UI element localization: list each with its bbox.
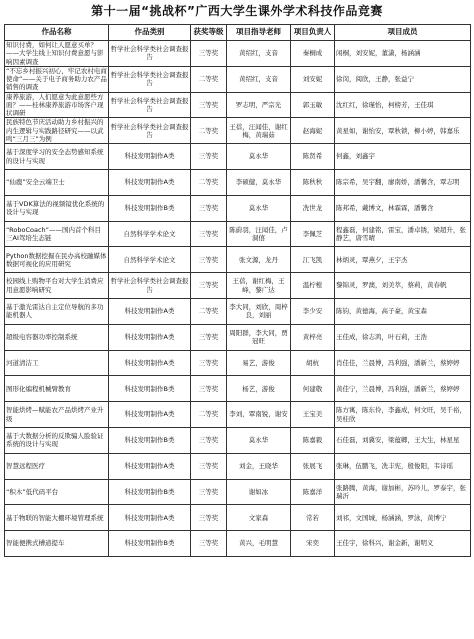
cell-advisor: 莫永华 — [227, 195, 291, 221]
cell-project-name: 基于深度学习的安全态势感知系统的设计与实现 — [5, 144, 109, 170]
cell-advisor: 周阳群，李大同，贾冠旺 — [227, 324, 291, 350]
cell-members: 陈宗希，吴宇翻，廖南娇，潘馨含，覃志明 — [335, 169, 471, 195]
cell-category: 科技发明制作A类 — [109, 298, 191, 324]
cell-advisor: 李大同，刘欣，周梓良，刘丽 — [227, 298, 291, 324]
cell-leader: 冼世龙 — [291, 195, 335, 221]
cell-award-level: 二等奖 — [191, 402, 227, 428]
cell-category: 科技发明制作B类 — [109, 376, 191, 402]
cell-members: 王佳宇，徐科兴，谢金新，谢明义 — [335, 531, 471, 557]
cell-advisor: 李硕健，莫永华 — [227, 169, 291, 195]
cell-project-name: 智慧远程医疗 — [5, 453, 109, 479]
column-header-level: 获奖等级 — [191, 25, 227, 41]
cell-category: 哲学社会科学类社会调查报告 — [109, 118, 191, 144]
cell-leader: 何建敬 — [291, 376, 335, 402]
column-header-name: 作品名称 — [5, 25, 109, 41]
cell-leader: 江飞凯 — [291, 247, 335, 273]
column-header-category: 作品类别 — [109, 25, 191, 41]
cell-members: 张路腾，黄海，谢加彬，苏吟儿，罗泰宇，张瑞沂 — [335, 479, 471, 505]
cell-category: 哲学社会科学类社会调查报告 — [109, 41, 191, 67]
cell-members: 肖佳佳，兰晨博，冯利强，潘新兰，蔡婷婷 — [335, 350, 471, 376]
table-row — [5, 453, 471, 479]
table-row — [5, 350, 471, 376]
cell-award-level: 三等奖 — [191, 531, 227, 557]
table-row — [5, 118, 471, 144]
cell-project-name: 知识付费，如何让人愿意买单？——大学生线上知识付费意愿与影响因素调查 — [5, 41, 109, 67]
cell-project-name: “仙鹿”安全云端卫士 — [5, 169, 109, 195]
table-row — [5, 376, 471, 402]
table-row — [5, 298, 471, 324]
cell-members: 王佳成，徐志鸿，叶石莉，王浩 — [335, 324, 471, 350]
cell-category: 科技发明制作A类 — [109, 324, 191, 350]
cell-project-name: 基于VDK算法的视频镜优化系统的设计与实现 — [5, 195, 109, 221]
cell-category: 科技发明制作B类 — [109, 479, 191, 505]
table-row — [5, 427, 471, 453]
cell-advisor: 易艺，游俊 — [227, 350, 291, 376]
cell-project-name: “不忘乡村振兴初心，牢记农村电商使命”——关于电子商务助力农产品销售的调查 — [6, 66, 107, 92]
table-row — [5, 479, 471, 505]
cell-members: 闲桐，刘安妮，董潇，杨涵涵 — [335, 41, 471, 67]
cell-award-level: 三等奖 — [191, 376, 227, 402]
cell-category: 科技发明制作A类 — [109, 402, 191, 428]
cell-leader: 陈嘉毅 — [291, 427, 335, 453]
cell-leader: 秦桐成 — [291, 41, 335, 67]
cell-category: 科技发明制作A类 — [109, 350, 191, 376]
cell-advisor: 李刘，覃南锐，谢安 — [227, 402, 291, 428]
cell-members: 陈邦希，戴博文，林霖霖，潘馨含 — [335, 195, 471, 221]
cell-project-name: 基于激光雷达自主定位导航的多功能机器人 — [5, 298, 109, 324]
cell-project-name: Python数据挖掘在民办高校融媒体数据可视化的应用研究 — [5, 247, 109, 273]
table-row — [5, 324, 471, 350]
cell-advisor: 罗志明，严宗光 — [227, 92, 291, 118]
cell-leader: 王宝美 — [291, 402, 335, 428]
cell-project-name: 河道清洁工 — [5, 350, 109, 376]
cell-award-level: 三等奖 — [191, 505, 227, 531]
cell-leader: 李佩芝 — [291, 221, 335, 247]
cell-award-level: 三等奖 — [191, 195, 227, 221]
table-row — [5, 247, 471, 273]
cell-leader: 刘安妮 — [291, 66, 335, 92]
table-row — [5, 92, 471, 118]
cell-members: 石佳磊，刘冀安，梁蕴卿，王大生，林星星 — [335, 427, 471, 453]
table-row — [5, 273, 471, 299]
cell-leader: 郭玉敏 — [291, 92, 335, 118]
cell-project-name: 基于物联的智能大棚环境管理系统 — [5, 505, 109, 531]
cell-category: 科技发明制作A类 — [109, 505, 191, 531]
cell-award-level: 三等奖 — [191, 350, 227, 376]
cell-award-level: 三等奖 — [191, 479, 227, 505]
cell-category: 科技发明制作B类 — [109, 195, 191, 221]
cell-project-name: 康养旅游，人们愿意为此意愿些方面？——桂林康养旅游市场客户现状调研 — [5, 92, 109, 118]
cell-members: 刘祁，文国城，杨涵涵，罗泳，黄博宁 — [335, 505, 471, 531]
table-row — [5, 41, 471, 67]
cell-members: 陈钧，黄德海，高子豪，黄宝森 — [335, 298, 471, 324]
cell-members: 徐闵，阅欣，王静，张益宁 — [335, 66, 471, 92]
table-row — [5, 531, 471, 557]
cell-members: 张琳，伍鹏飞，冼丰宪，殷俊阳，韦诗瑶 — [335, 453, 471, 479]
cell-category: 科技发明制作A类 — [109, 169, 191, 195]
cell-category: 自然科学学术论文 — [109, 247, 191, 273]
cell-award-level: 三等奖 — [191, 247, 227, 273]
cell-advisor: 黄绍红，支音 — [227, 66, 291, 92]
cell-award-level: 三等奖 — [191, 273, 227, 299]
cell-project-name: 智能烘烤—赋能农产品烘烤产业升级 — [5, 402, 109, 428]
cell-award-level: 二等奖 — [191, 298, 227, 324]
document-title: 第十一届“挑战杯”广西大学生课外学术科技作品竞赛 — [91, 4, 383, 18]
cell-advisor: 刘金，王晓华 — [227, 453, 291, 479]
cell-members: 沈红红，徐瑾怡，柯榜芳，王佳琪 — [335, 92, 471, 118]
cell-award-level: 三等奖 — [191, 92, 227, 118]
cell-leader: 陈秋秋 — [291, 169, 335, 195]
table-row — [5, 144, 471, 170]
table-row — [5, 221, 471, 247]
cell-advisor: 黄兴，毛明慧 — [227, 531, 291, 557]
cell-advisor: 莫永华 — [227, 427, 291, 453]
cell-advisor: 陈蔚羽，汪闻佳，卢洞僖 — [227, 221, 291, 247]
table-row — [5, 402, 471, 428]
cell-category: 科技发明制作A类 — [109, 453, 191, 479]
cell-members: 林炳灵，覃燕夕，王宇杰 — [335, 247, 471, 273]
cell-leader: 张展飞 — [291, 453, 335, 479]
table-row — [5, 66, 471, 92]
cell-members: 何鑫，刘鑫宇 — [335, 144, 471, 170]
cell-category: 哲学社会科学类社会调查报告 — [109, 66, 191, 92]
table-row — [5, 195, 471, 221]
cell-leader: 常若 — [291, 505, 335, 531]
cell-advisor: 文家森 — [227, 505, 291, 531]
cell-members: 程鑫磊，何建铭，雷宝，潘卓锈，梁超升，张静艺，唐雪晴 — [335, 221, 471, 247]
column-header-advisor: 项目指导老师 — [227, 25, 291, 41]
table-row — [5, 505, 471, 531]
cell-leader: 宋奕 — [291, 531, 335, 557]
cell-advisor: 王蓓，汪闻佳，谢红梅，黄瑞茹 — [227, 118, 291, 144]
cell-advisor: 张文源，龙丹 — [227, 247, 291, 273]
cell-project-name: “积木”低代码平台 — [5, 479, 109, 505]
cell-project-name: 校园线上购物平台对大学生消费应用意愿影响研究 — [5, 273, 109, 299]
cell-category: 科技发明制作B类 — [109, 531, 191, 557]
cell-leader: 温柠樘 — [291, 273, 335, 299]
cell-project-name: “RoboCoach”——国内首个科目三AI驾培生态链 — [5, 221, 109, 247]
cell-project-name: 智能便携式槽道提车 — [5, 531, 109, 557]
cell-advisor: 莫永华 — [227, 144, 291, 170]
column-header-leader: 项目负责人 — [291, 25, 335, 41]
cell-award-level: 三等奖 — [191, 324, 227, 350]
cell-award-level: 三等奖 — [191, 453, 227, 479]
cell-leader: 陈嘉洋 — [291, 479, 335, 505]
cell-leader: 黄梓亮 — [291, 324, 335, 350]
cell-category: 科技发明制作A类 — [109, 144, 191, 170]
cell-award-level: 三等奖 — [191, 41, 227, 67]
cell-project-name: 民族特色节庆活动助力乡村振兴的内生逻辑与实践路径研究——以武鸣“三月三”为例 — [5, 118, 109, 144]
table-header-row — [5, 25, 471, 41]
cell-project-name: 图形化编程机械臂教育 — [5, 376, 109, 402]
cell-leader: 陈贤希 — [291, 144, 335, 170]
cell-award-level: 三等奖 — [191, 144, 227, 170]
cell-project-name: 超级电容器功率控制系统 — [5, 324, 109, 350]
cell-leader: 李少安 — [291, 298, 335, 324]
cell-award-level: 三等奖 — [191, 221, 227, 247]
cell-advisor: 杨艺，游俊 — [227, 376, 291, 402]
cell-category: 哲学社会科学类社会调查报告 — [109, 273, 191, 299]
cell-leader: 胡杭 — [291, 350, 335, 376]
cell-members: 黄佳宁，兰晨博，冯利强，潘新兰，蔡婷婷 — [335, 376, 471, 402]
column-header-members: 项目成员 — [335, 25, 471, 41]
cell-category: 科技发明制作B类 — [109, 427, 191, 453]
cell-category: 哲学社会科学类社会调查报告 — [109, 92, 191, 118]
cell-advisor: 谢如冰 — [227, 479, 291, 505]
award-table — [4, 24, 471, 557]
cell-award-level: 二等奖 — [191, 66, 227, 92]
cell-award-level: 二等奖 — [191, 118, 227, 144]
cell-award-level: 三等奖 — [191, 427, 227, 453]
cell-members: 陈方寓，陈东伶，李鑫成，何文旺，吴千裕，吴桂欣 — [335, 402, 471, 428]
cell-category: 自然科学学术论文 — [109, 221, 191, 247]
table-row — [5, 169, 471, 195]
cell-leader: 赵海妮 — [291, 118, 335, 144]
cell-advisor: 黄绍红，支音 — [227, 41, 291, 67]
cell-award-level: 二等奖 — [191, 169, 227, 195]
cell-project-name: 基于大数据分析的反欺骗人脸验证系统的设计与实现 — [5, 427, 109, 453]
cell-members: 黎锦灵，罗澳，刘美萃，蔡莉，黄春帆 — [335, 273, 471, 299]
cell-members: 黄星如，谢怡安，覃秋锁，柳小婷，韩嘉乐 — [335, 118, 471, 144]
cell-advisor: 王蓓，谢红梅，王峰，黎广达 — [227, 273, 291, 299]
